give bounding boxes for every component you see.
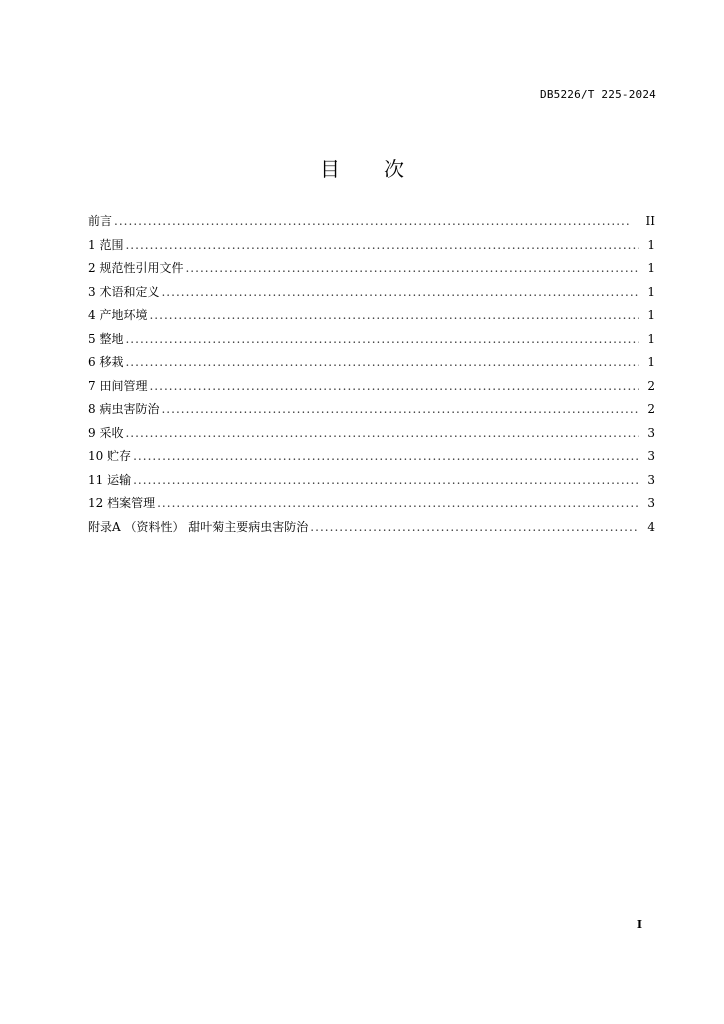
page-title-char-1: 目 xyxy=(320,157,340,181)
toc-entry-label: 11 运输 xyxy=(88,472,132,487)
page-title-char-2: 次 xyxy=(384,157,404,181)
page-title xyxy=(0,153,724,182)
toc-entry-harvesting[interactable] xyxy=(88,422,655,446)
toc-dot-leader xyxy=(125,422,639,446)
toc-entry-page: II xyxy=(645,214,655,228)
toc-entry-page: 1 xyxy=(647,237,655,252)
toc-entry-label: 2 规范性引用文件 xyxy=(88,261,184,275)
toc-entry-transplanting[interactable] xyxy=(88,351,655,375)
toc-entry-pest-control[interactable] xyxy=(88,398,655,422)
toc-entry-label: 8 病虫害防治 xyxy=(88,402,160,416)
toc-entry-field-management[interactable] xyxy=(88,375,655,399)
toc-entry-scope[interactable] xyxy=(88,234,655,258)
toc-dot-leader xyxy=(149,375,639,399)
toc-dot-leader xyxy=(125,351,639,375)
toc-entry-label: 附录A （资料性） 甜叶菊主要病虫害防治 xyxy=(88,519,309,534)
toc-dot-leader xyxy=(133,469,639,493)
toc-entry-page: 3 xyxy=(647,472,655,487)
toc-entry-label: 5 整地 xyxy=(88,331,124,346)
toc-dot-leader xyxy=(125,234,639,258)
toc-entry-production-environment[interactable] xyxy=(88,304,655,328)
toc-entry-page: 3 xyxy=(647,449,655,463)
toc-entry-label: 9 采收 xyxy=(88,425,124,440)
toc-entry-label: 6 移栽 xyxy=(88,355,124,369)
toc-entry-page: 2 xyxy=(647,378,655,393)
toc-entry-page: 1 xyxy=(647,331,655,346)
page-number: I xyxy=(636,918,642,931)
toc-dot-leader xyxy=(161,281,639,305)
toc-entry-normative-references[interactable] xyxy=(88,257,655,281)
toc-dot-leader xyxy=(125,328,639,352)
toc-entry-label: 7 田间管理 xyxy=(88,378,148,393)
toc-entry-transportation[interactable] xyxy=(88,469,655,493)
toc-entry-records-management[interactable] xyxy=(88,492,655,516)
toc-entry-label: 1 范围 xyxy=(88,237,124,252)
toc-entry-label: 3 术语和定义 xyxy=(88,284,160,299)
toc-entry-storage[interactable] xyxy=(88,445,655,469)
toc-entry-page: 2 xyxy=(647,402,655,416)
toc-entry-page: 1 xyxy=(647,308,655,322)
toc-entry-page: 1 xyxy=(647,261,655,275)
toc-entry-page: 1 xyxy=(647,284,655,299)
toc-dot-leader xyxy=(310,516,639,540)
toc-dot-leader xyxy=(149,304,639,328)
toc-entry-page: 3 xyxy=(647,496,655,510)
toc-dot-leader xyxy=(185,257,639,281)
toc-dot-leader xyxy=(114,210,639,234)
toc-entry-appendix-a[interactable] xyxy=(88,516,655,540)
toc-dot-leader xyxy=(157,492,639,516)
toc-entry-label: 4 产地环境 xyxy=(88,308,148,322)
toc-entry-land-preparation[interactable] xyxy=(88,328,655,352)
toc-entry-page: 3 xyxy=(647,425,655,440)
toc-entry-label: 前言 xyxy=(88,214,113,228)
toc-entry-page: 1 xyxy=(647,355,655,369)
toc-entry-terms-definitions[interactable] xyxy=(88,281,655,305)
toc-entry-label: 12 档案管理 xyxy=(88,496,156,510)
table-of-contents xyxy=(88,210,655,539)
toc-entry-label: 10 贮存 xyxy=(88,449,132,463)
document-code: DB5226/T 225-2024 xyxy=(540,88,656,101)
toc-entry-foreword[interactable] xyxy=(88,210,655,234)
toc-dot-leader xyxy=(161,398,639,422)
toc-dot-leader xyxy=(133,445,639,469)
toc-entry-page: 4 xyxy=(647,519,655,534)
